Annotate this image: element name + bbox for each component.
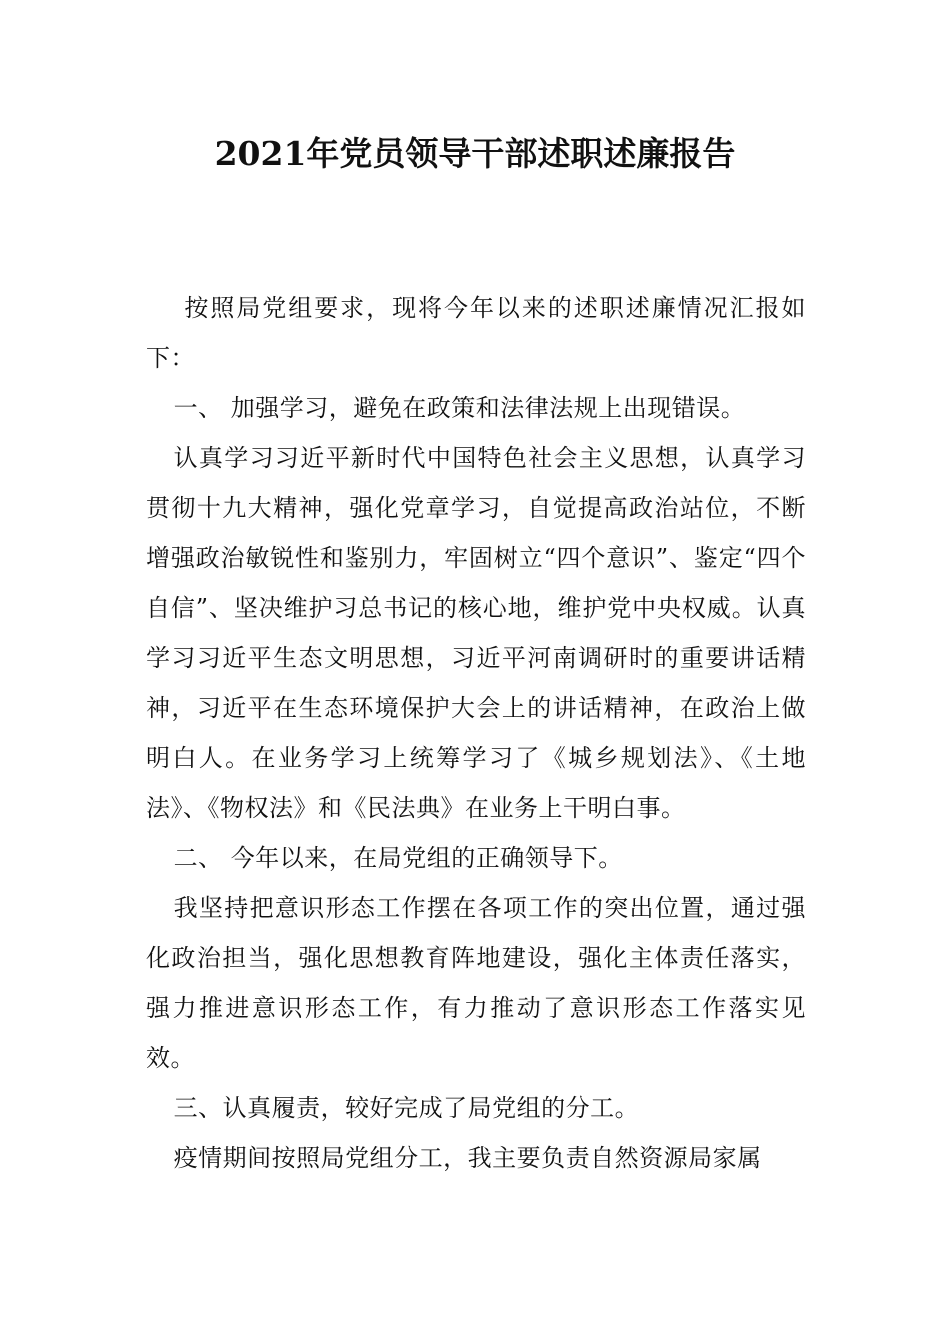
document-title: 2021年党员领导干部述职述廉报告 <box>214 134 736 173</box>
paragraph-ideology: 我坚持把意识形态工作摆在各项工作的突出位置，通过强化政治担当，强化思想教育阵地建设，强化主体责任落实，强力推进意识形态工作，有力推动了意识形态工作落实见效。 <box>146 894 806 1072</box>
section-heading-3: 三、认真履责，较好完成了局党组的分工。 <box>173 1094 640 1122</box>
paragraph-epidemic: 疫情期间按照局党组分工，我主要负责自然资源局家属 <box>173 1144 762 1172</box>
document-body <box>146 283 806 1183</box>
paragraph-intro: 按照局党组要求，现将今年以来的述职述廉情况汇报如下： <box>146 294 806 372</box>
section-heading-2: 二、 今年以来，在局党组的正确领导下。 <box>173 844 623 872</box>
paragraph-study: 认真学习习近平新时代中国特色社会主义思想，认真学习贯彻十九大精神，强化党章学习，自觉提高政治站位，不断增强政治敏锐性和鉴别力，牢固树立“四个意识”、鉴定“四个自信”、坚决维护习总书记的核心地，维护党中央权威。认真学习习近平生态文明思想，习近平河南调研时的重要讲话精神，习近平在生态环境保护大会上的讲话精神，在政治上做明白人。在业务学习上统筹学习了《城乡规划法》、《土地法》、《物权法》和《民法典》在业务上干明白事。 <box>146 444 806 822</box>
section-heading-1: 一、 加强学习，避免在政策和法律法规上出现错误。 <box>173 394 746 422</box>
